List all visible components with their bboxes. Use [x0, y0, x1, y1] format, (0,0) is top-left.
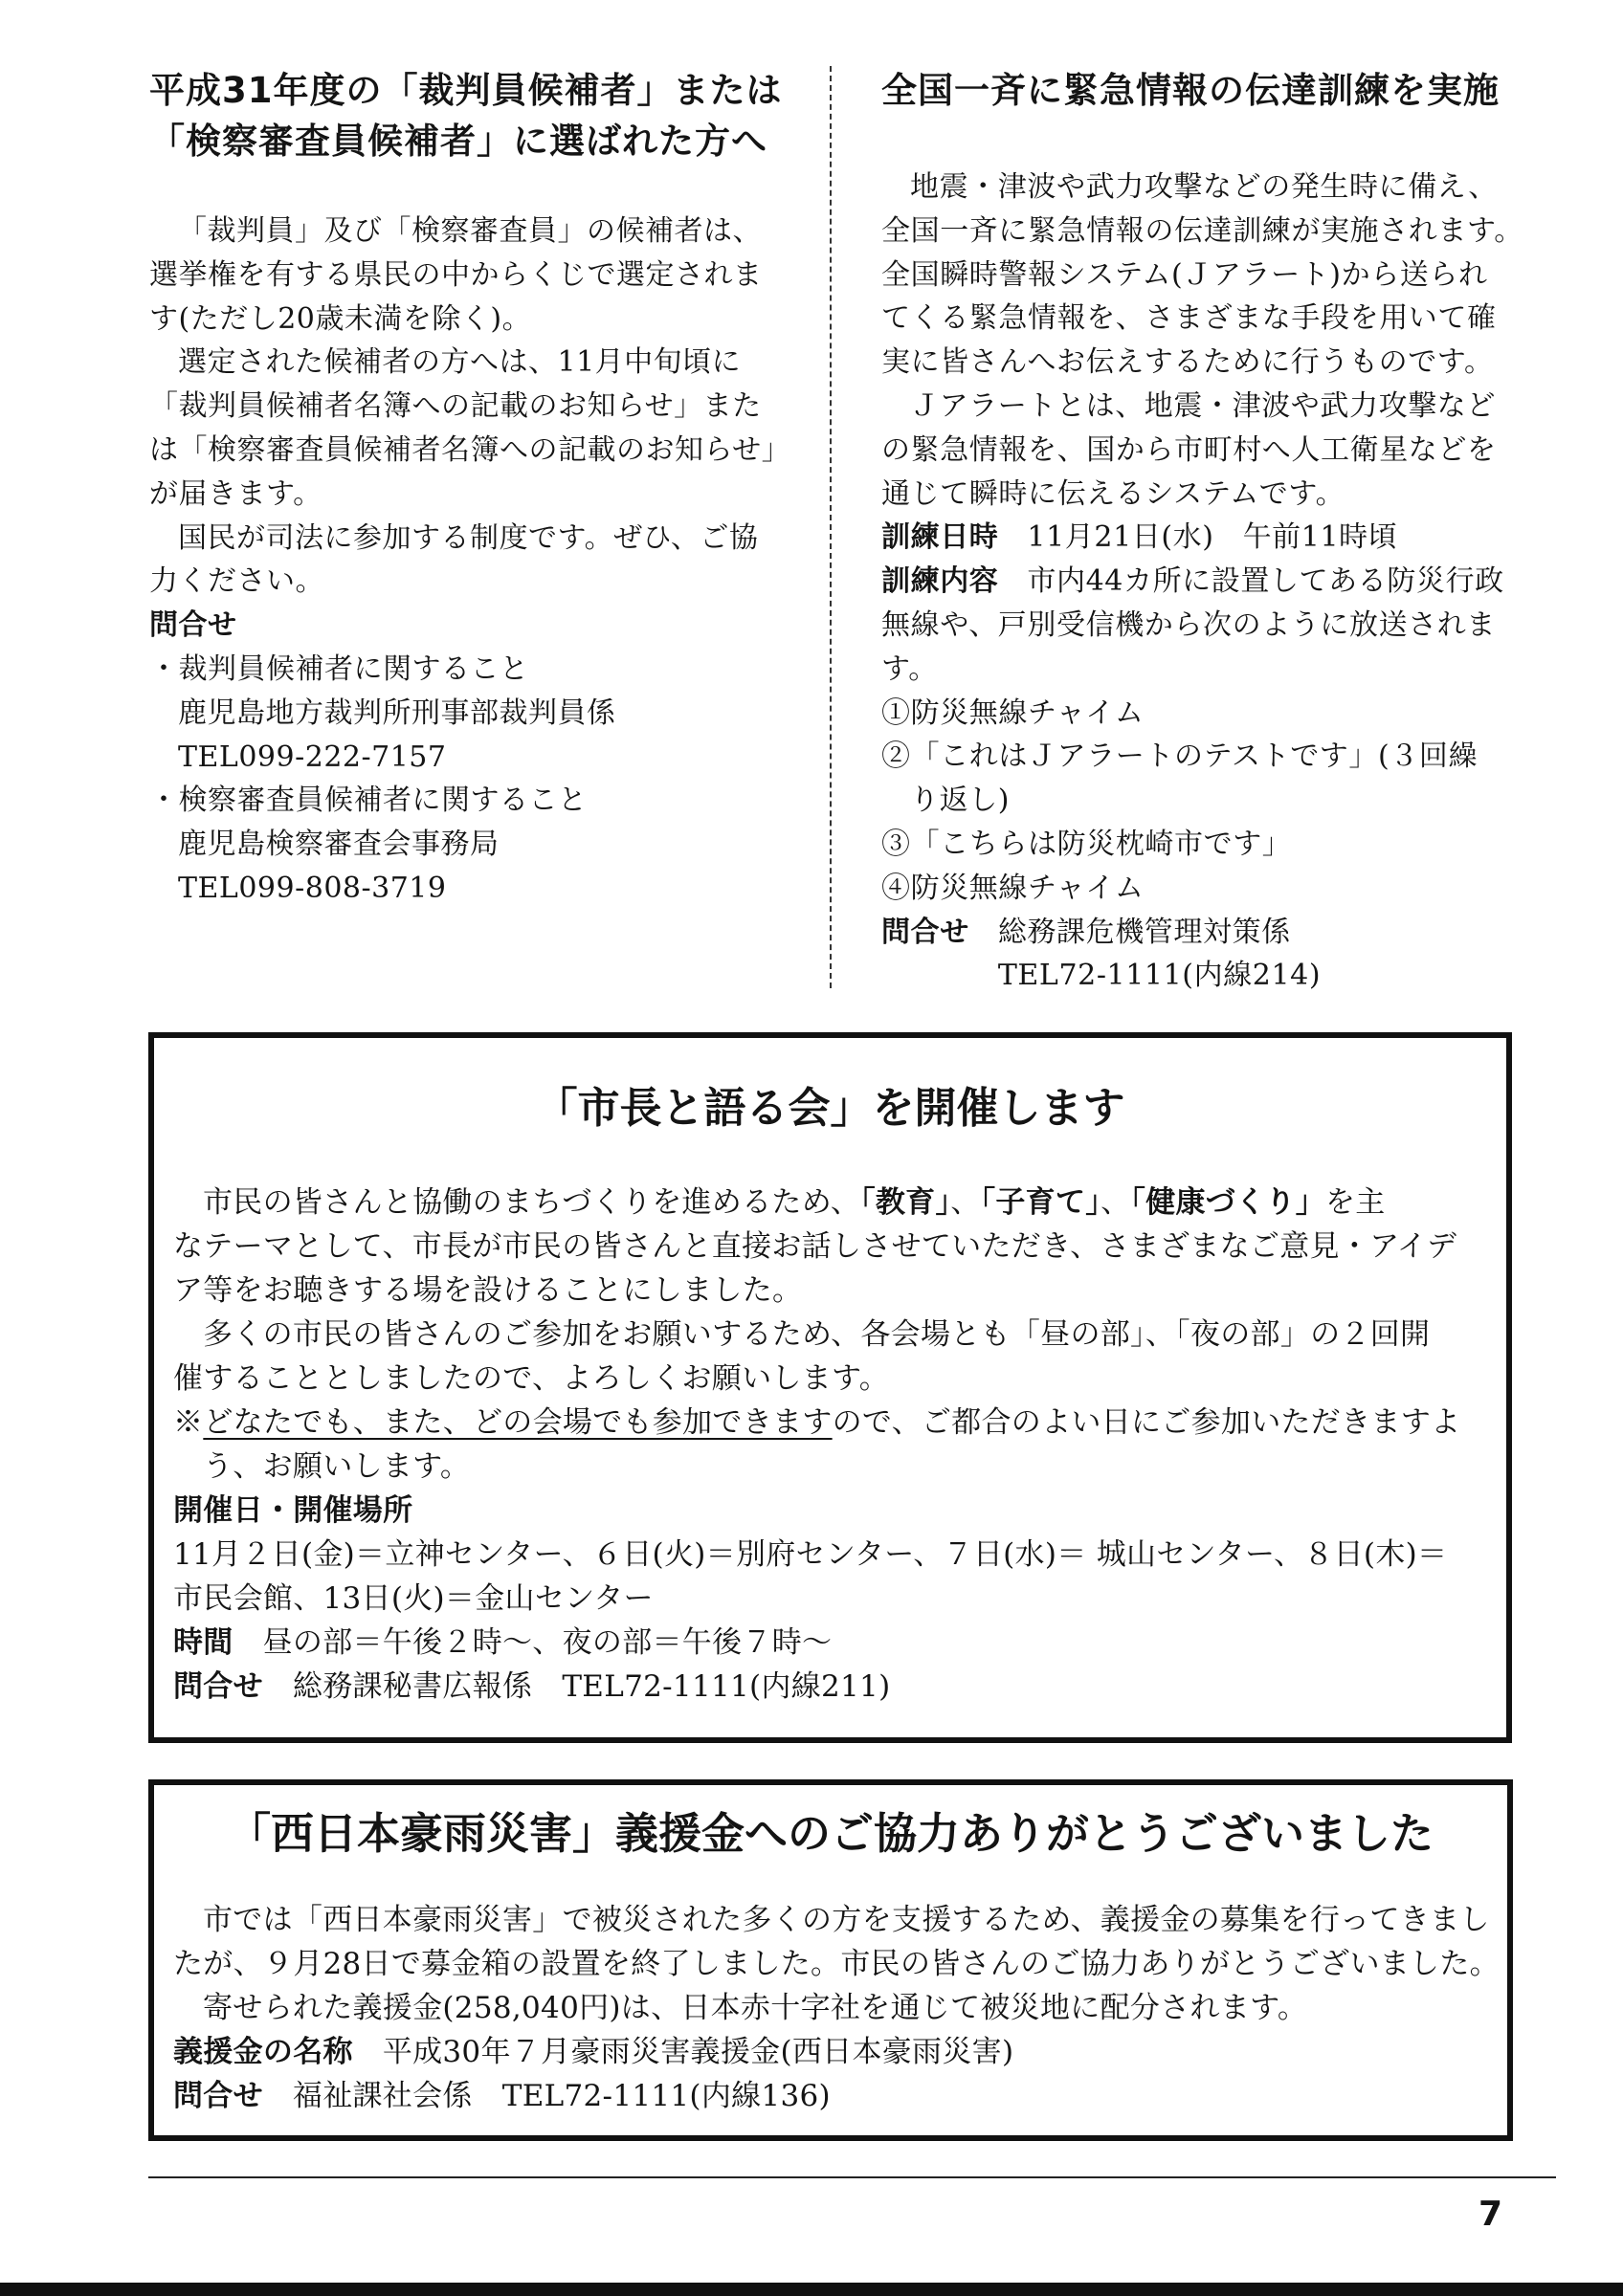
inquiry-office: 総務課秘書広報係: [292, 1669, 533, 1704]
contact-inquest: [149, 779, 800, 910]
theme-separator: 、: [950, 1185, 981, 1220]
meeting-time-value: 昼の部＝午後２時～、夜の部＝午後７時～: [262, 1625, 833, 1660]
note-mark: ※: [173, 1405, 204, 1440]
drill-content-label: 訓練内容: [881, 564, 999, 599]
drill-date: 11月21日(水): [1027, 520, 1214, 555]
donation-body: [173, 1898, 1501, 2118]
meeting-time: [173, 1621, 1501, 1665]
drill-datetime: [881, 516, 1551, 560]
drill-inquiry: [881, 911, 1551, 999]
mayor-meeting-title: 「市長と語る会」を開催します: [535, 1084, 1125, 1133]
juror-notice-paragraph: 国民が司法に参加する制度です。ぜひ、ご協 力ください。: [149, 520, 759, 599]
contact-office: 鹿児島検察審査会事務局: [178, 828, 500, 862]
bottom-edge-band: [0, 2283, 1623, 2296]
broadcast-step: ②「これはＪアラートのテストです」(３回繰 り返し): [881, 740, 1478, 818]
contact-topic: ・検察審査員候補者に関すること: [149, 784, 588, 818]
juror-notice-title: 平成31年度の「裁判員候補者」または 「検察審査員候補者」に選ばれた方へ: [149, 70, 783, 162]
theme-separator: 、: [1101, 1185, 1131, 1220]
intro-text: 市民の皆さんと協働のまちづくりを進めるため、: [203, 1185, 861, 1220]
inquiry-label: 問合せ: [149, 608, 237, 643]
jalert-drill-paragraph: Ｊアラートとは、地震・津波や武力攻撃など の緊急情報を、国から市町村へ人工衛星などを 通じて瞬時に伝えるシステムです。: [881, 388, 1497, 511]
intro-text-end: を主: [1325, 1185, 1386, 1220]
juror-notice-paragraph: 選定された候補者の方へは、11月中旬頃に 「裁判員候補者名簿への記載のお知らせ」また は「検察審査員候補者名簿への記載のお知らせ」 が届きます。: [149, 345, 791, 511]
drill-datetime-label: 訓練日時: [881, 520, 999, 555]
inquiry-office: 福祉課社会係: [292, 2079, 473, 2113]
inquiry-tel: TEL72-1111(内線211): [562, 1669, 891, 1704]
broadcast-step: ④防災無線チャイム: [881, 871, 1145, 905]
theme-education: 「教育」: [860, 1185, 951, 1220]
contact-tel: TEL099-808-3719: [178, 871, 447, 905]
column-divider: [830, 66, 832, 988]
fund-name: [173, 2030, 1501, 2074]
contact-juror: [149, 648, 800, 779]
fund-name-label: 義援金の名称: [173, 2035, 353, 2069]
donation-title: 「西日本豪雨災害」義援金へのご協力ありがとうございました: [227, 1808, 1434, 1859]
footer-rule: [148, 2176, 1556, 2178]
donation-paragraph: 市では「西日本豪雨災害」で被災された多くの方を支援するため、義援金の募集を行ってきまし たが、９月28日で募金箱の設置を終了しました。市民の皆さんのご協力ありがとうございました。: [173, 1903, 1500, 1981]
drill-content: [881, 560, 1551, 691]
mayor-meeting-sessions-paragraph: 多くの市民の皆さんのご参加をお願いするため、各会場とも「昼の部」、「夜の部」の２回開 催することとしましたので、よろしくお願いします。: [173, 1317, 1431, 1396]
inquiry-label: 問合せ: [173, 2079, 263, 2113]
mayor-meeting-body: [173, 1181, 1501, 1709]
contact-topic: ・裁判員候補者に関すること: [149, 651, 529, 686]
note-emphasis: どなたでも、また、どの会場でも参加できます: [203, 1405, 833, 1440]
theme-childcare: 「子育て」: [980, 1185, 1101, 1220]
mayor-meeting-intro-line: [173, 1181, 1501, 1225]
meeting-time-label: 時間: [173, 1625, 233, 1660]
jalert-drill-title: 全国一斉に緊急情報の伝達訓練を実施: [881, 70, 1500, 111]
drill-content-text: 市内44カ所に設置してある防災行政 無線や、戸別受信機から次のように放送されま す。: [881, 564, 1504, 686]
drill-time: 午前11時頃: [1242, 520, 1398, 555]
mayor-meeting-intro-rest: なテーマとして、市長が市民の皆さんと直接お話しさせていただき、さまざまなご意見・アイデ ア等をお聴きする場を設けることにしました。: [173, 1229, 1457, 1308]
mayor-meeting-note: [173, 1401, 1501, 1489]
broadcast-step: ①防災無線チャイム: [881, 695, 1145, 730]
juror-notice-paragraph: 「裁判員」及び「検察審査員」の候補者は、 選挙権を有する県民の中からくじで選定されま す(ただし20歳未満を除く)。: [149, 214, 763, 336]
donation-box: [148, 1779, 1513, 2141]
jalert-drill-body: [881, 166, 1551, 998]
mayor-meeting-box: [148, 1032, 1512, 1743]
meeting-inquiry: [173, 1665, 1501, 1709]
note-text: ので、ご都合のよい日にご参加いただきますよ う、お願いします。: [203, 1405, 1461, 1484]
contact-tel: TEL099-222-7157: [178, 740, 447, 774]
inquiry-contact: 総務課危機管理対策係 TEL72-1111(内線214): [997, 915, 1322, 993]
theme-health: 「健康づくり」: [1130, 1185, 1325, 1220]
contact-office: 鹿児島地方裁判所刑事部裁判員係: [178, 695, 616, 730]
inquiry-label: 問合せ: [173, 1669, 263, 1704]
inquiry-tel: TEL72-1111(内線136): [501, 2079, 831, 2113]
schedule-label: 開催日・開催場所: [173, 1493, 413, 1528]
broadcast-step: ③「こちらは防災枕崎市です」: [881, 827, 1292, 861]
jalert-drill-paragraph: 地震・津波や武力攻撃などの発生時に備え、 全国一斉に緊急情報の伝達訓練が実施されます。 全国瞬時警報システム(Ｊアラート)から送られ てくる緊急情報を、さまざまな手段を用いて確 実に皆さんへお伝えするために行うものです。: [881, 170, 1523, 380]
juror-notice-body: [149, 210, 800, 911]
donation-paragraph: 寄せられた義援金(258,040円)は、日本赤十字社を通じて被災地に配分されます。: [203, 1991, 1308, 2025]
inquiry-label: 問合せ: [881, 915, 969, 949]
donation-inquiry: [173, 2074, 1501, 2118]
page-number: 7: [1478, 2195, 1503, 2234]
fund-name-value: 平成30年７月豪雨災害義援金(西日本豪雨災害): [382, 2035, 1014, 2069]
schedule-venues: 11月２日(金)＝立神センター、６日(火)＝別府センター、７日(水)＝ 城山センター、８日(木)＝ 市民会館、13日(火)＝金山センター: [173, 1537, 1448, 1616]
